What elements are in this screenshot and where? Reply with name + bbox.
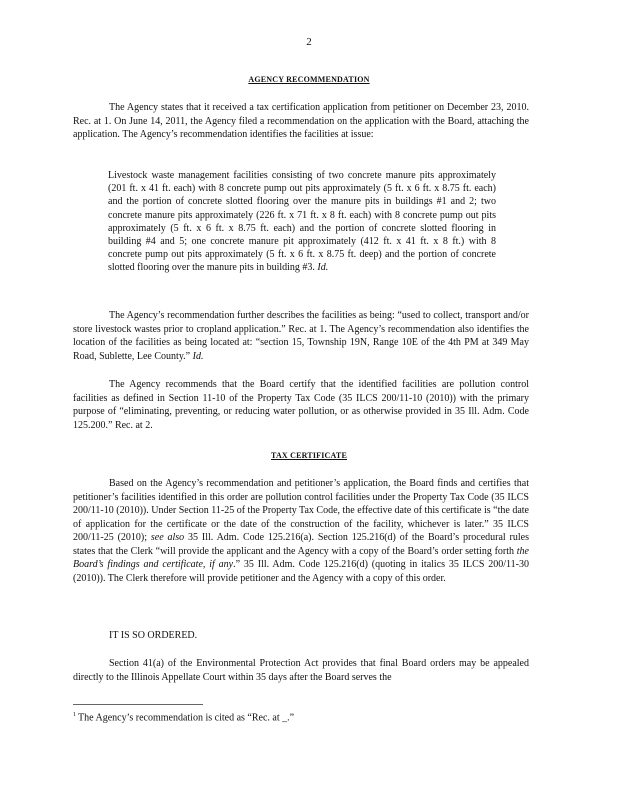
paragraph-appeal-notice: Section 41(a) of the Environmental Protection Act provides that final Board orders may be appealed directly to the Illinois Appellate Court within 35 days after the Board serves the — [73, 658, 529, 683]
paragraph-facility-description — [73, 309, 529, 363]
footnote — [73, 712, 294, 723]
para4-part-a: Based on the Agency’s recommendation and petitioner’s application, the Board finds and certifies that petitioner’s facilities identified in this order are pollution control facilities under the Property Tax Code (35 ILCS 200/11-10 (2010)). Under Section 11-25 of the Property Tax Code, the effective date of this certificate is “the date of application for the certificate or the date of the construction of the facility, whichever is later.” 35 ILCS 200/11-25 (2010); — [73, 478, 529, 543]
quote-citation: Id. — [317, 262, 329, 274]
paragraph-agency-recommends: The Agency recommends that the Board certify that the identified facilities are pollution control facilities as defined in Section 11-10 of the Property Tax Code (35 ILCS 200/11-10 (2010)) with the primary purpose of “eliminating, preventing, or reducing water pollution, or as otherwise provided in 35 Ill. Adm. Code 125.200.” Rec. at 2. — [73, 379, 529, 431]
paragraph-agency-states: The Agency states that it received a tax certification application from petitioner on December 23, 2010. Rec. at 1. On June 14, 2011, the Agency filed a recommendation on the application with the Board, attaching the application. The Agency’s recommendation identifies the facilities at issue: — [73, 102, 529, 140]
para4-part-b: 35 Ill. Adm. Code 125.216(a). Section 125.216(d) of the Board’s procedural rules states that the Clerk “will provide the applicant and the Agency with a copy of the Board’s order setting forth — [73, 532, 529, 557]
para4-part-c: .” 35 Ill. Adm. Code 125.216(d) (quoting in italics 35 ILCS 200/11-30 (2010)). The Clerk therefore will provide petitioner and the Agency with a copy of this order. — [73, 559, 529, 584]
para2-citation: Id. — [192, 350, 204, 362]
heading-tax-certificate: TAX CERTIFICATE — [271, 451, 347, 460]
footnote-divider — [73, 704, 203, 705]
block-quote-facilities — [108, 169, 496, 275]
para4-see-also: see also — [150, 532, 185, 543]
so-ordered: IT IS SO ORDERED. — [109, 630, 198, 641]
para4-italic-quote: the Board’s findings and certificate, if any — [73, 545, 529, 570]
footnote-text: The Agency’s recommendation is cited as “Rec. at _.” — [78, 712, 295, 724]
heading-agency-recommendation: AGENCY RECOMMENDATION — [248, 75, 370, 84]
paragraph-board-finds — [73, 477, 529, 585]
para2-text: The Agency’s recommendation further describes the facilities as being: “used to collect, transport and/or store livestock wastes prior to cropland application.” Rec. at 1. The Agency’s recommendation also identifies the location of the facilities as being located at: “section 15, Township 19N, Range 10E of the 4th PM at 349 May Road, Sublette, Lee County.” — [73, 310, 529, 362]
page-number: 2 — [306, 36, 312, 48]
quote-text: Livestock waste management facilities consisting of two concrete manure pits approximately (201 ft. x 41 ft. each) with 8 concrete pump out pits approximately (5 ft. x 6 ft. x 8.75 ft. each) and the portion of concrete slotted flooring over the manure pits in buildings #1 and 2; two concrete manure pits approximately (226 ft. x 71 ft. x 8 ft. each) with 8 concrete pump out pits approximately (5 ft. x 6 ft. x 8.75 ft. each) and the portion of concrete slotted flooring in building #4 and 5; one concrete manure pit approximately (412 ft. x 41 ft. x 8 ft.) with 8 concrete pump out pits approximately (5 ft. x 6 ft. x 8.75 ft. deep) and the portion of concrete slotted flooring over the manure pits in building #3. — [108, 170, 496, 274]
footnote-marker: 1 — [73, 712, 76, 718]
